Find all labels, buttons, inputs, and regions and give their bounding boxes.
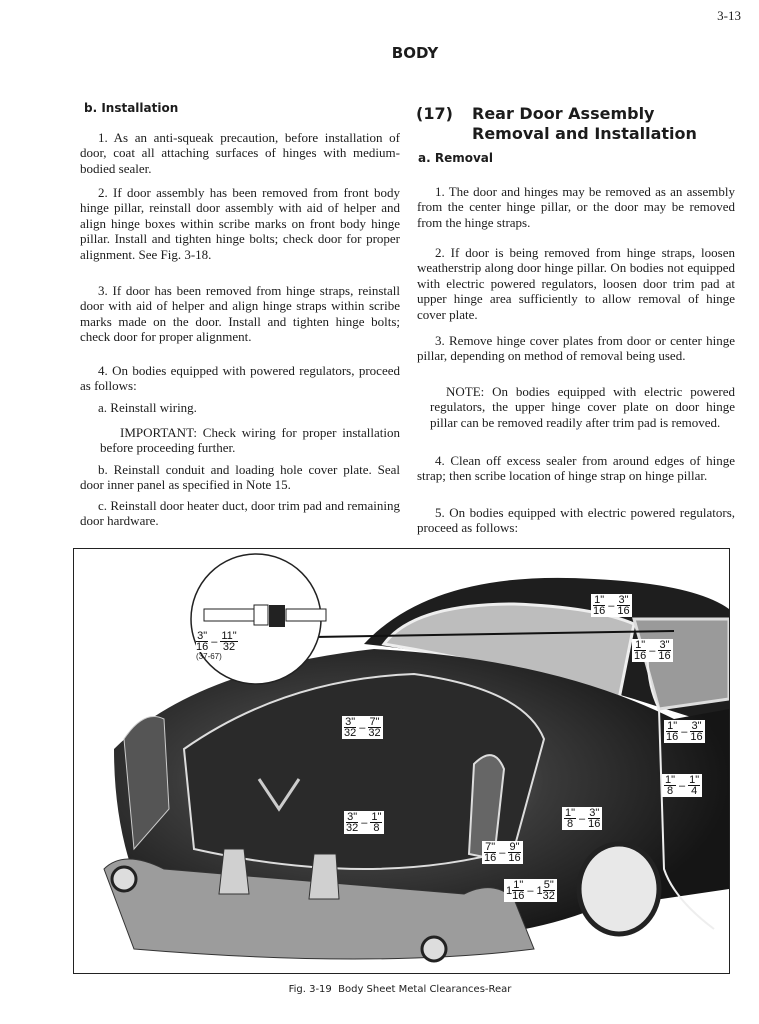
clearance-label-fender-bumper: 1 $\frac{1"}{16}$ – 1 $\frac{5"}{32}$ <box>506 879 555 902</box>
denominator: 4 <box>691 785 698 797</box>
paragraph: c. Reinstall door heater duct, door trim pad and remaining door hardware. <box>80 498 400 529</box>
numerator: 1" <box>667 720 678 732</box>
inset-max-denominator: 32 <box>222 641 236 653</box>
denominator: 16 <box>508 852 521 864</box>
paragraph: 1. As an anti-squeak precaution, before installation of door, coat all attaching surfaces of hinges with medium-bodied sealer. <box>80 130 400 176</box>
page-number: 3-13 <box>717 8 741 23</box>
clearance-label-door-lower: $\frac{1"}{8}$ – $\frac{1"}{4}$ <box>662 774 702 797</box>
denominator: 16 <box>690 731 703 743</box>
denominator: 16 <box>658 650 671 662</box>
figure-frame <box>73 548 730 974</box>
paragraph: 5. On bodies equipped with electric powered regulators, proceed as follows: <box>417 505 735 536</box>
clearance-label-deck-lid-top: $\frac{3"}{32}$ – $\frac{7"}{32}$ <box>344 716 381 739</box>
denominator: 32 <box>346 822 359 834</box>
numerator: 9" <box>509 841 520 853</box>
denominator: 16 <box>666 731 679 743</box>
numerator: 3" <box>345 716 356 728</box>
clearance-label-deck-lid-side: $\frac{3"}{32}$ – $\frac{1"}{8}$ <box>344 811 384 834</box>
clearance-label-door-middle: $\frac{1"}{16}$ – $\frac{3"}{16}$ <box>666 720 703 743</box>
important-note: IMPORTANT: Check wiring for proper installation before proceeding further. <box>100 425 400 456</box>
denominator: 16 <box>588 818 601 830</box>
denominator: 32 <box>542 890 555 902</box>
paragraph: 4. Clean off excess sealer from around edges of hinge strap; then scribe location of hinge strap on hinge pillar. <box>417 453 735 484</box>
denominator: 8 <box>666 785 674 797</box>
figure-caption: Fig. 3-19 Body Sheet Metal Clearances-Rear <box>288 984 512 995</box>
numerator: 3" <box>589 807 600 819</box>
paragraph: 1. The door and hinges may be removed as an assembly from the center hinge pillar, or the door may be removed from the hinge straps. <box>417 184 735 230</box>
clearance-label-fender-tail: $\frac{7"}{16}$ – $\frac{9"}{16}$ <box>484 841 521 864</box>
removal-installation-heading: Removal and Installation <box>472 124 697 143</box>
numerator: 3" <box>691 720 702 732</box>
inset-min-denominator: 16 <box>196 641 209 653</box>
removal-subheading: a. Removal <box>418 151 493 165</box>
numerator: 7" <box>369 716 380 728</box>
rear-door-heading: Rear Door Assembly <box>472 104 655 123</box>
denominator: 16 <box>634 650 647 662</box>
numerator: 3" <box>618 594 629 606</box>
numerator: 3" <box>347 811 358 823</box>
denominator: 8 <box>566 818 574 830</box>
denominator: 16 <box>512 890 525 902</box>
numerator: 1" <box>635 639 646 651</box>
inset-max-numerator: 11" <box>221 630 237 642</box>
section-number: (17) <box>416 104 453 123</box>
denominator: 8 <box>373 822 380 834</box>
numerator: 3" <box>659 639 670 651</box>
denominator: 32 <box>368 727 381 739</box>
paragraph: 3. If door has been removed from hinge straps, reinstall door with aid of helper and align hinge straps within scribe marks made on the door. Install and tighten hinge bolts; check door for proper alignment. <box>80 283 400 345</box>
numerator: 1" <box>689 774 700 786</box>
clearance-label-roof-rear: $\frac{1"}{16}$ – $\frac{3"}{16}$ <box>593 594 630 617</box>
denominator: 16 <box>484 852 497 864</box>
numerator: 1" <box>371 811 382 823</box>
numerator: 1" <box>665 774 676 786</box>
numerator: 7" <box>485 841 496 853</box>
whole-number: 1 <box>506 884 513 897</box>
installation-heading: b. Installation <box>84 101 179 115</box>
clearance-label-fender-door: $\frac{1"}{8}$ – $\frac{3"}{16}$ <box>562 807 602 830</box>
denominator: 16 <box>593 605 606 617</box>
paragraph: 2. If door assembly has been removed from front body hinge pillar, reinstall door assembly with aid of helper and align hinge boxes within scribe marks on front body hinge pillar. Install and tighten hinge bolts; check door for proper alignment. See Fig. 3-18. <box>80 185 400 262</box>
paragraph: b. Reinstall conduit and loading hole cover plate. Seal door inner panel as specified in Note 15. <box>80 462 400 493</box>
whole-number: 1 <box>536 884 543 897</box>
section-title: BODY <box>391 44 439 62</box>
numerator: 1" <box>594 594 605 606</box>
numerator: 5" <box>543 879 554 891</box>
paragraph: 4. On bodies equipped with powered regulators, proceed as follows: <box>80 363 400 394</box>
note: NOTE: On bodies equipped with electric powered regulators, the upper hinge cover plate on door hinge pillar can be removed readily after trim pad is removed. <box>430 384 735 430</box>
numerator: 1" <box>513 879 524 891</box>
paragraph: 3. Remove hinge cover plates from door or center hinge pillar, depending on method of removal being used. <box>417 333 735 364</box>
inset-metric: (37-67) <box>196 652 222 661</box>
inset-min-numerator: 3" <box>197 630 208 642</box>
inset-clearance-label: $\frac{3"}{16}$ – $\frac{11"}{32}$ (37-67) <box>196 630 237 661</box>
denominator: 16 <box>617 605 630 617</box>
paragraph: 2. If door is being removed from hinge straps, loosen weatherstrip along door hinge pillar. On bodies not equipped with electric powered regulators, loosen door trim pad at upper hinge area sufficiently to allow removal of hinge cover plate. <box>417 245 735 322</box>
numerator: 1" <box>565 807 576 819</box>
denominator: 32 <box>344 727 357 739</box>
clearance-label-door-upper: $\frac{1"}{16}$ – $\frac{3"}{16}$ <box>634 639 671 662</box>
paragraph: a. Reinstall wiring. <box>98 400 197 415</box>
